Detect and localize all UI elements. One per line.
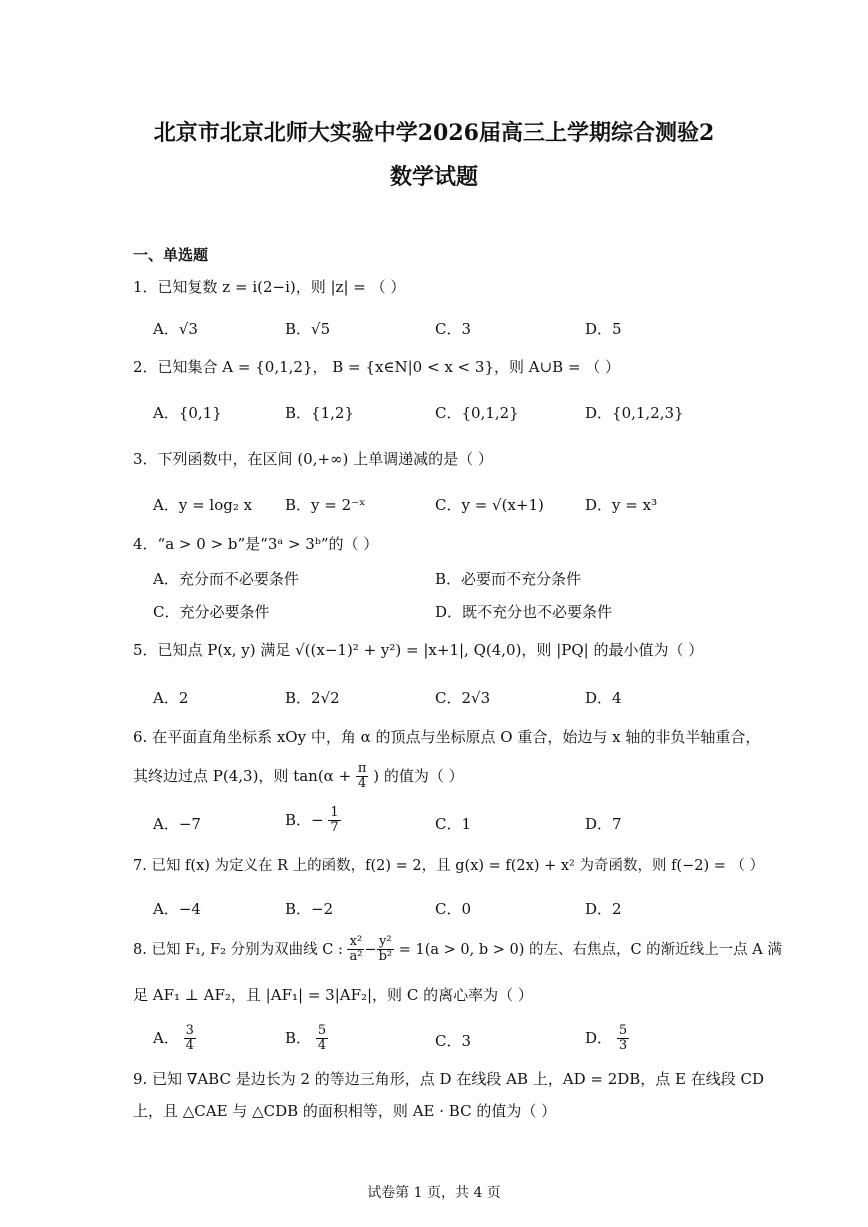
q8-option-a — [153, 1024, 196, 1054]
q8-opta-den: 4 — [185, 1038, 194, 1054]
q8-option-d — [585, 1024, 629, 1054]
q6-stem-part2: ) 的值为（ ） — [373, 766, 464, 785]
q5-option-b: B．2√2 — [285, 689, 340, 707]
q5-option-a: A．2 — [153, 689, 189, 707]
q5-option-c: C．2√3 — [435, 689, 491, 707]
q6-option-a: A．−7 — [153, 815, 201, 833]
question-4-stem: 4．“a > 0 > b”是“3ᵃ > 3ᵇ”的（ ） — [133, 535, 379, 553]
q8-option-a-frac — [184, 1024, 196, 1054]
question-8-stem-line1: 8. 已知 F₁, F₂ 分别为双曲线 C : $\frac{\text{x²}}{\text{a²}}$ − $\frac{\text{y²}}{\text{b²}}$ = 1(a > 0, b > 0) 的左、右焦点，C 的渐近线上一点 A 满 — [133, 934, 782, 965]
q7-option-a: A．−4 — [153, 900, 201, 918]
question-8-stem-line2: 足 AF₁ ⊥ AF₂，且 |AF₁| = 3|AF₂|，则 C 的离心率为（ ） — [133, 986, 533, 1004]
q8-option-d-frac — [617, 1024, 629, 1054]
q8-option-b-frac — [316, 1024, 328, 1054]
question-3-stem: 3．下列函数中，在区间 (0,+∞) 上单调递减的是（ ） — [133, 450, 493, 468]
q7-option-c: C．0 — [435, 900, 472, 918]
q8-frac-x-den: a² — [349, 949, 363, 965]
q3-option-b: B．y = 2⁻ˣ — [285, 496, 366, 514]
question-2-stem: 2．已知集合 A = {0,1,2}， B = {x∈N|0 < x < 3}，则 A∪B = （ ） — [133, 358, 621, 376]
q8-optb-den: 4 — [317, 1038, 327, 1054]
q8-opta-num: 3 — [185, 1023, 194, 1038]
q8-optd-den: 3 — [618, 1038, 628, 1054]
q3-option-d: D．y = x³ — [585, 496, 658, 514]
q4-option-d: D．既不充分也不必要条件 — [435, 603, 613, 621]
question-5-stem: 5．已知点 P(x, y) 满足 √((x−1)² + y²) = |x+1|, Q(4,0)，则 |PQ| 的最小值为（ ） — [133, 641, 704, 659]
q6-stem-part1: 其终边过点 P(4,3)，则 tan(α + — [133, 766, 352, 785]
q1-option-d: D．5 — [585, 320, 622, 338]
q8-option-c: C．3 — [435, 1032, 472, 1050]
q8-stem-part2: = 1(a > 0, b > 0) 的左、右焦点，C 的渐近线上一点 A 满 — [398, 941, 782, 958]
q6-pi-over-4 — [356, 762, 369, 792]
q8-option-b — [285, 1024, 328, 1054]
q8-optb-num: 5 — [317, 1023, 327, 1038]
q8-option-a-label: A． — [153, 1028, 179, 1047]
q6-option-b-label: B．− — [285, 810, 324, 829]
question-9-stem-line2: 上，且 △CAE 与 △CDB 的面积相等，则 AE · BC 的值为（ ） — [133, 1102, 557, 1120]
q6-option-d: D．7 — [585, 815, 622, 833]
q4-option-b: B．必要而不充分条件 — [435, 570, 582, 588]
q1-option-b: B．√5 — [285, 320, 331, 338]
q4-option-c: C．充分必要条件 — [153, 603, 270, 621]
q6-option-b-frac — [328, 806, 340, 836]
q2-option-d: D．{0,1,2,3} — [585, 404, 684, 422]
q3-option-a: A．y = log₂ x — [153, 496, 253, 514]
q2-option-c: C．{0,1,2} — [435, 404, 519, 422]
q1-option-a: A．√3 — [153, 320, 198, 338]
q6-frac-num: π — [357, 761, 367, 776]
q6-frac-den: 4 — [358, 776, 367, 792]
q5-option-d: D．4 — [585, 689, 622, 707]
q8-option-b-label: B． — [285, 1028, 312, 1047]
exam-title: 北京市北京北师大实验中学2026届高三上学期综合测验2 — [153, 120, 715, 146]
q8-option-d-label: D． — [585, 1028, 613, 1047]
question-6-stem-line1: 6. 在平面直角坐标系 xOy 中，角 α 的顶点与坐标原点 O 重合，始边与 x 轴的非负半轴重合， — [133, 728, 761, 746]
q6-option-c: C．1 — [435, 815, 472, 833]
q3-option-c: C．y = √(x+1) — [435, 496, 544, 514]
q7-option-b: B．−2 — [285, 900, 334, 918]
q1-option-c: C．3 — [435, 320, 472, 338]
question-7-stem: 7. 已知 f(x) 为定义在 R 上的函数，f(2) = 2，且 g(x) = f(2x) + x² 为奇函数，则 f(−2) = （ ） — [133, 858, 765, 874]
q8-stem-part1: 8. 已知 F₁, F₂ 分别为双曲线 C : — [133, 941, 343, 958]
question-6-stem-line2 — [133, 762, 464, 792]
q8-frac-y-den: b² — [378, 949, 393, 965]
question-9-stem-line1: 9. 已知 ∇ABC 是边长为 2 的等边三角形，点 D 在线段 AB 上，AD = 2DB，点 E 在线段 CD — [133, 1070, 765, 1088]
q2-option-a: A．{0,1} — [153, 404, 222, 422]
exam-subtitle: 数学试题 — [389, 164, 478, 190]
section-heading: 一、单选题 — [133, 246, 209, 264]
q8-optd-num: 5 — [618, 1023, 628, 1038]
q8-frac-x — [347, 935, 364, 965]
q7-option-d: D．2 — [585, 900, 622, 918]
q8-frac-y-num: y² — [377, 935, 395, 950]
q8-frac-x-num: x² — [347, 935, 364, 950]
page-footer: 试卷第 1 页，共 4 页 — [367, 1185, 501, 1201]
q2-option-b: B．{1,2} — [285, 404, 354, 422]
q6-optb-num: 1 — [330, 805, 339, 820]
question-1-stem: 1．已知复数 z = i(2−i)，则 |z| = （ ） — [133, 278, 406, 296]
q8-frac-y — [377, 935, 395, 965]
q6-optb-den: 7 — [330, 820, 339, 836]
q6-option-b — [285, 806, 341, 836]
q4-option-a: A．充分而不必要条件 — [153, 570, 299, 588]
